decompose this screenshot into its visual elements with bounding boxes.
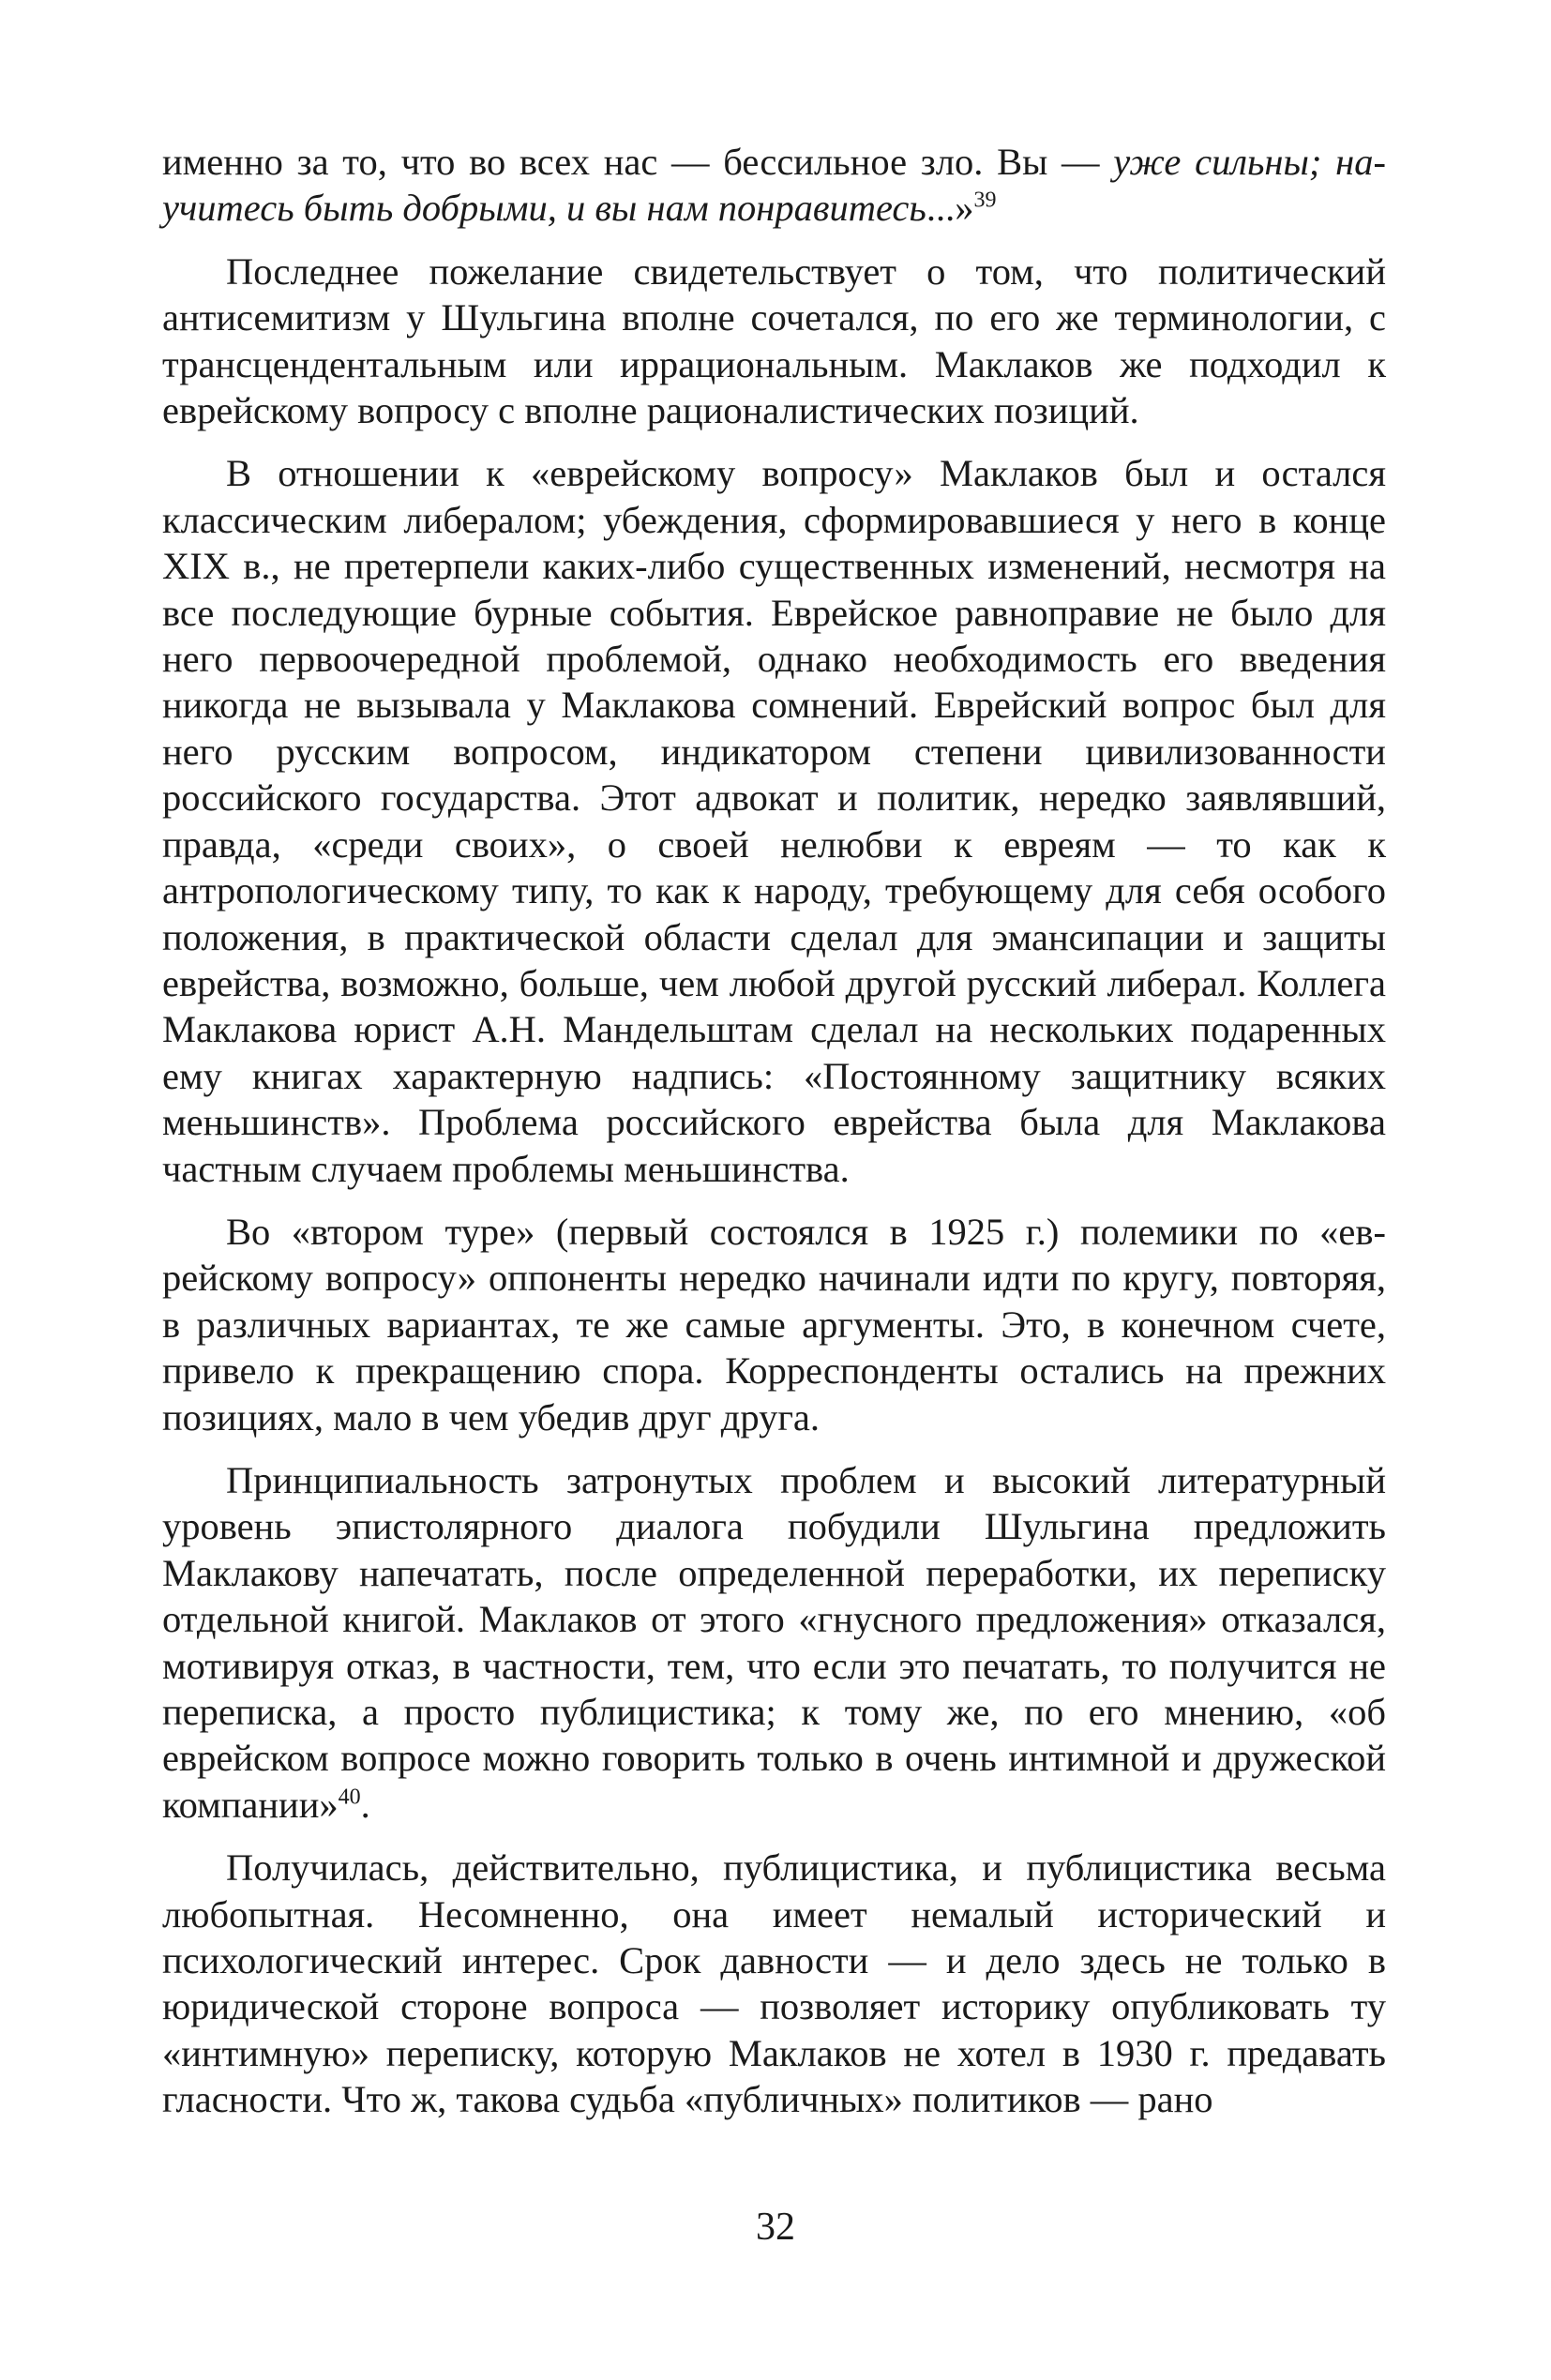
page-number: 32 (756, 2206, 795, 2249)
paragraph-2 (162, 450, 1386, 1192)
paragraph-0-text-a: именно за то, что во всех нас — бессильное зло. Вы — (162, 141, 1114, 183)
paragraph-3 (162, 1209, 1386, 1440)
paragraph-0-text-b: ...» (926, 187, 974, 230)
footnote-ref-40[interactable]: 40 (338, 1785, 361, 1810)
paragraph-0 (162, 139, 1386, 232)
paragraph-5 (162, 1845, 1386, 2122)
paragraph-1 (162, 249, 1386, 434)
paragraph-1-text: Последнее пожелание свидетельствует о том, что политический антисемитизм у Шульгина вполне сочетался, по его же терминологии, с трансцендентальным или иррациональным. Маклаков же подходил к еврейскому вопросу с вполне рационалистических позиций. (162, 249, 1386, 432)
paragraph-2-text: В отношении к «еврейскому вопросу» Маклаков был и остался классическим либералом; убеждения, сформировавшиеся у него в конце XIX в., не претерпели каких-либо существенных изменений, несмотря на все последующие бурные события. Еврейское равноправие не было для него первоочередной проблемой, однако необходимость его введения никогда не вызывала у Маклакова сомнений. Еврейский вопрос был для него русским вопросом, индикатором степени цивилизованности российского государства. Этот адвокат и политик, нередко заявлявший, правда, «среди своих», о своей нелюбви к евреям — то как к антропологическому типу, то как к народу, требующему для себя особого положения, в практической области сделал для эмансипации и защиты еврейства, возможно, больше, чем любой другой русский либерал. Коллега Маклакова юрист А.Н. Мандельштам сделал на нескольких подаренных ему книгах характерную надпись: «Постоянному защитнику всяких меньшинств». Проблема российского еврейства была для Маклакова частным случаем проблемы меньшинства. (162, 452, 1386, 1190)
page-body (162, 139, 1386, 2140)
paragraph-5-text: Получилась, действительно, публицистика, и публицистика весьма любопытная. Несомненно, она имеет немалый исторический и психологический интерес. Срок давности — и дело здесь не только в юридической стороне вопроса — позволяет историку опубликовать ту «интимную» переписку, которую Маклаков не хотел в 1930 г. предавать гласности. Что ж, такова судьба «публичных» политиков — рано (162, 1846, 1386, 2121)
paragraph-4-period: . (360, 1783, 370, 1826)
paragraph-3-text: Во «втором туре» (первый состоялся в 1925 г.) полемики по «еврейскому вопросу» оппоненты нередко начинали идти по кругу, повторяя, в различных вариантах, те же самые аргументы. Это, в конечном счете, привело к прекращению спора. Корреспонденты остались на прежних позициях, мало в чем убедив друг друга. (162, 1210, 1386, 1439)
paragraph-4 (162, 1457, 1386, 1828)
paragraph-4-text: Принципиальность затронутых проблем и высокий литературный уровень эпистолярного диалога побудили Шульгина предложить Маклакову напечатать, после определенной переработки, их переписку отдельной книгой. Маклаков от этого «гнусного предложения» отказался, мотивируя отказ, в частности, тем, что если это печатать, то получится не переписка, а просто публицистика; к тому же, по его мнению, «об еврейском вопросе можно говорить только в очень интимной и дружеской компании» (162, 1458, 1386, 1826)
footnote-ref-39[interactable]: 39 (973, 188, 997, 213)
paragraph-0-italic-quote: уже сильны; научитесь быть добрыми, и вы нам понравитесь (162, 141, 1386, 230)
